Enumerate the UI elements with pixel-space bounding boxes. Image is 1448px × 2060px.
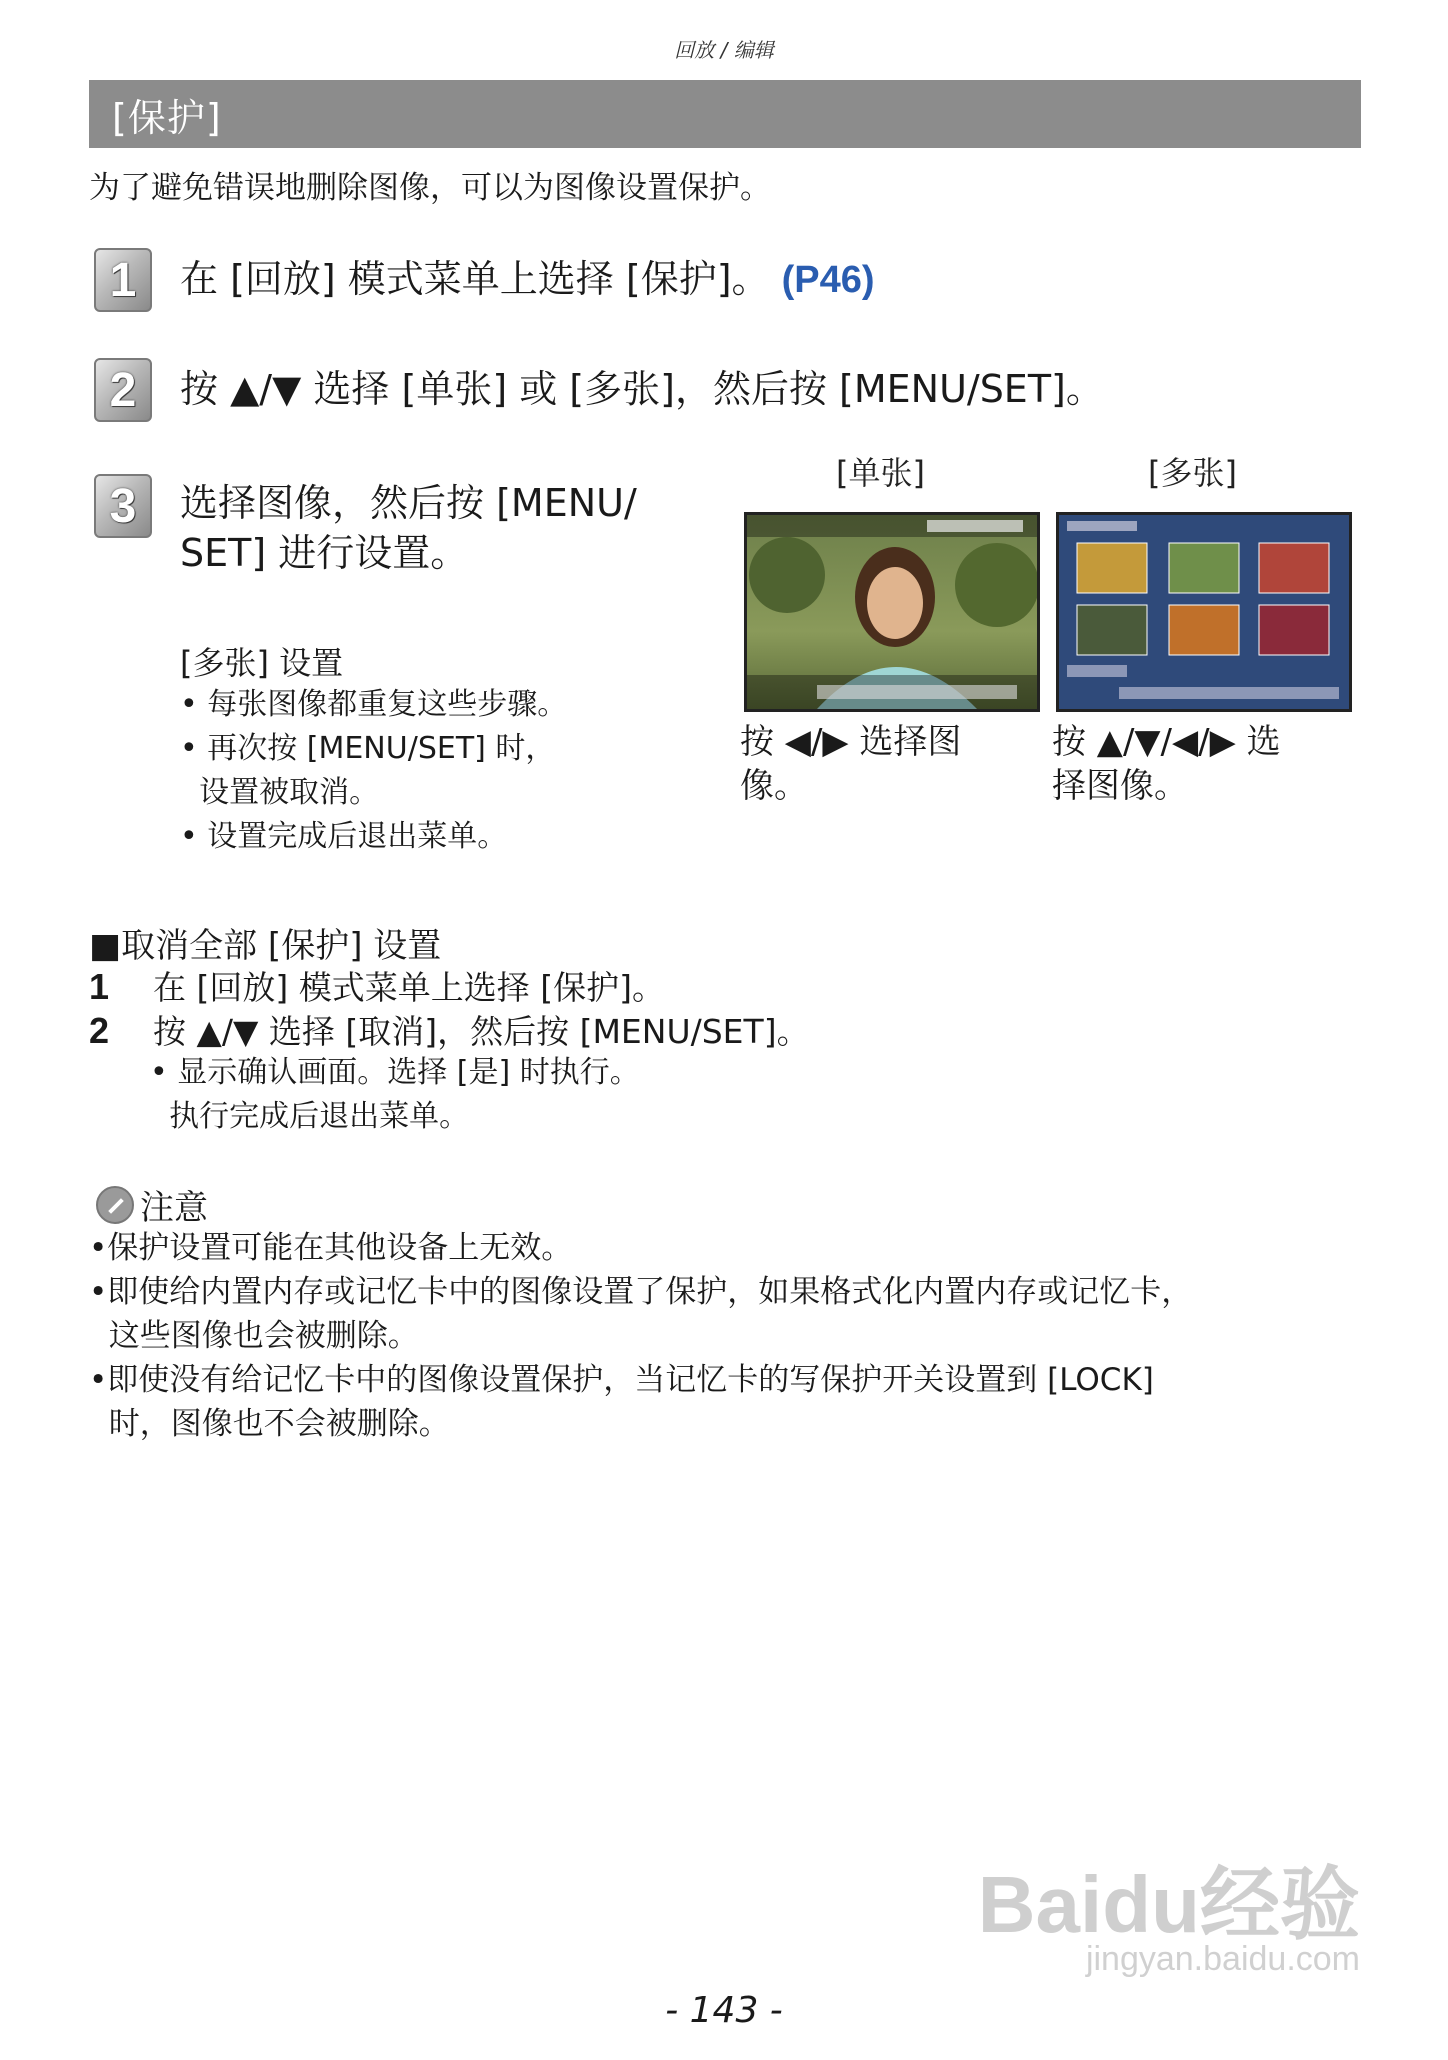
cancel-step-2-number: 2	[89, 1010, 110, 1051]
page-reference-link[interactable]: (P46)	[781, 259, 875, 301]
section-title: [保护]	[112, 96, 222, 140]
note-heading	[96, 1180, 208, 1229]
page-header: 回放 / 编辑	[674, 38, 774, 62]
multi-caption-line-2: 择图像。	[1052, 766, 1188, 806]
multi-screen-image	[1059, 515, 1349, 709]
single-screen-image	[747, 515, 1037, 709]
multi-playback-screen	[1056, 512, 1352, 712]
multi-caption-line-1: 按 ▲/▼/◀/▶ 选	[1052, 722, 1281, 762]
multi-settings-heading: [多张] 设置	[180, 644, 344, 682]
multi-bullet-3: • 设置完成后退出菜单。	[180, 819, 508, 854]
note-line-1: •保护设置可能在其他设备上无效。	[89, 1230, 573, 1266]
single-screen-label: [单张]	[836, 454, 925, 492]
step-3-badge: 3	[94, 474, 152, 538]
note-line-2: •即使给内置内存或记忆卡中的图像设置了保护，如果格式化内置内存或记忆卡，	[89, 1274, 1193, 1310]
cancel-step-1-number: 1	[89, 966, 110, 1007]
step-3-line-1: 选择图像，然后按 [MENU/	[180, 481, 637, 525]
baidu-watermark-url: jingyan.baidu.com	[1085, 1940, 1360, 1978]
multi-bullet-1: • 每张图像都重复这些步骤。	[180, 687, 568, 722]
cancel-step-1-text: 在 [回放] 模式菜单上选择 [保护]。	[153, 968, 665, 1007]
multi-bullet-2: • 再次按 [MENU/SET] 时，	[180, 731, 556, 766]
note-title: 注意	[140, 1188, 208, 1228]
note-line-5: 时，图像也不会被删除。	[89, 1406, 450, 1442]
cancel-all-heading: ■取消全部 [保护] 设置	[89, 926, 442, 966]
single-caption-line-2: 像。	[740, 766, 808, 806]
step-1-instruction: 在 [回放] 模式菜单上选择 [保护]。	[180, 257, 770, 301]
single-caption-line-1: 按 ◀/▶ 选择图	[740, 722, 962, 762]
section-title-bar	[89, 80, 1361, 148]
pencil-note-icon	[96, 1186, 134, 1224]
cancel-step-2-text: 按 ▲/▼ 选择 [取消]，然后按 [MENU/SET]。	[153, 1012, 810, 1051]
cancel-sub-line-2: 执行完成后退出菜单。	[150, 1099, 470, 1134]
cancel-step-1	[89, 962, 665, 1009]
step-2-badge: 2	[94, 358, 152, 422]
note-line-3: 这些图像也会被删除。	[89, 1318, 419, 1354]
step-2-text: 按 ▲/▼ 选择 [单张] 或 [多张]，然后按 [MENU/SET]。	[180, 367, 1104, 411]
cancel-sub-line-1: • 显示确认画面。选择 [是] 时执行。	[150, 1055, 640, 1090]
note-line-4: •即使没有给记忆卡中的图像设置保护，当记忆卡的写保护开关设置到 [LOCK]	[89, 1362, 1154, 1398]
cancel-step-2	[89, 1006, 810, 1053]
step-3-line-2: SET] 进行设置。	[180, 531, 469, 575]
single-playback-screen	[744, 512, 1040, 712]
intro-text: 为了避免错误地删除图像，可以为图像设置保护。	[89, 170, 771, 206]
page-number: - 143 -	[665, 1990, 783, 2031]
multi-bullet-2-cont: 设置被取消。	[180, 775, 380, 810]
multi-screen-label: [多张]	[1148, 454, 1237, 492]
step-1-badge: 1	[94, 248, 152, 312]
baidu-watermark: Baidu经验	[977, 1860, 1360, 1949]
step-1-text	[180, 254, 875, 305]
